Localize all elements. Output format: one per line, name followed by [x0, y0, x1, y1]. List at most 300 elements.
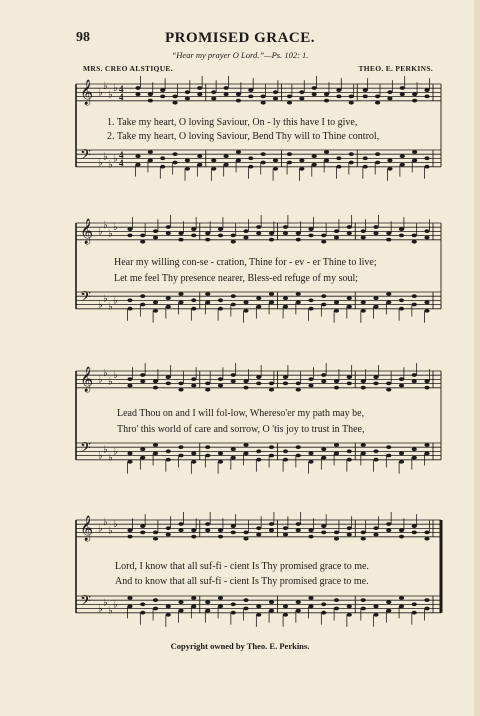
system4-notehead [140, 611, 145, 615]
system3-notehead [231, 447, 236, 451]
system1-notehead [324, 159, 329, 163]
system3-notehead [296, 454, 301, 458]
system4-notehead [373, 533, 378, 537]
system2-key-flat: ♭ [98, 226, 103, 238]
system4-notehead [347, 526, 352, 530]
system2-notehead [218, 227, 223, 231]
system2-notehead [334, 309, 339, 313]
system4-notehead [296, 600, 301, 604]
system4-key-flat: ♭ [108, 605, 113, 617]
system1-notehead [172, 152, 177, 156]
system4-notehead [296, 609, 301, 613]
system3-notehead [283, 382, 288, 386]
system4-notehead [424, 598, 429, 602]
system3-notehead [153, 452, 158, 456]
system4-notehead [373, 613, 378, 617]
system3-notehead [361, 443, 366, 447]
system3-notehead [347, 375, 352, 379]
composer-credit: THEO. E. PERKINS. [358, 64, 433, 73]
system2-notehead [231, 234, 236, 238]
system4-notehead [256, 526, 261, 530]
system4-notehead [412, 524, 417, 528]
system1-notehead [197, 163, 202, 167]
system2-key-flat: ♭ [113, 295, 118, 307]
system2-key-flat: ♭ [113, 222, 118, 234]
system2-notehead [243, 229, 248, 233]
system2-notehead [296, 238, 301, 242]
system4-key-flat: ♭ [98, 603, 103, 615]
system1-notehead [312, 92, 317, 96]
system1-notehead [273, 159, 278, 163]
system4-notehead [424, 531, 429, 535]
system1-notehead [224, 163, 229, 167]
system2-notehead [127, 298, 132, 302]
system4-notehead [243, 531, 248, 535]
system2-notehead [308, 234, 313, 238]
system3-notehead [399, 377, 404, 381]
system2-notehead [412, 234, 417, 238]
copyright-notice: Copyright owned by Theo. E. Perkins. [170, 641, 310, 651]
system4-notehead [191, 528, 196, 532]
system4-notehead [386, 609, 391, 613]
system3-notehead [386, 454, 391, 458]
system2-notehead [361, 229, 366, 233]
system2-notehead [361, 236, 366, 240]
system3-key-flat: ♭ [113, 370, 118, 382]
system3-notehead [412, 379, 417, 383]
system1-notehead [172, 95, 177, 99]
system4-notehead [296, 528, 301, 532]
system4-notehead [127, 596, 132, 600]
system3-notehead [373, 458, 378, 462]
system3-notehead [205, 445, 210, 449]
system2-notehead [191, 234, 196, 238]
system4-notehead [308, 535, 313, 539]
system1-notehead [135, 92, 140, 96]
system1-notehead [349, 161, 354, 165]
system2-notehead [231, 240, 236, 244]
system3-key-flat: ♭ [108, 376, 113, 388]
system1-notehead [287, 95, 292, 99]
system2-notehead [218, 307, 223, 311]
system1-notehead [387, 97, 392, 101]
system1-notehead [160, 156, 165, 160]
system3-notehead [231, 373, 236, 377]
system4-notehead [334, 607, 339, 611]
system1-notehead [185, 167, 190, 171]
system1-notehead [224, 154, 229, 158]
system2-notehead [218, 234, 223, 238]
system1-notehead [336, 95, 341, 99]
system4-notehead [269, 528, 274, 532]
system4-notehead [347, 533, 352, 537]
system2-notehead [191, 227, 196, 231]
system4-notehead [269, 609, 274, 613]
system1-notehead [236, 92, 241, 96]
system1-notehead [148, 150, 153, 154]
system3-notehead [334, 386, 339, 390]
system2-notehead [412, 303, 417, 307]
system1-key-flat: ♭ [108, 89, 113, 101]
system2-notehead [347, 225, 352, 229]
system4-notehead [205, 522, 210, 526]
system3-notehead [308, 452, 313, 456]
system1-notehead [375, 95, 380, 99]
system4-notehead [361, 598, 366, 602]
system4-notehead [386, 528, 391, 532]
system2-notehead [321, 234, 326, 238]
system4-notehead [283, 613, 288, 617]
system2-notehead [399, 227, 404, 231]
system4-notehead [334, 598, 339, 602]
system4-notehead [191, 535, 196, 539]
system2-notehead [256, 296, 261, 300]
system2-notehead [269, 301, 274, 305]
system1-notehead [197, 86, 202, 90]
system1-notehead [160, 95, 165, 99]
system3-notehead [127, 452, 132, 456]
scripture-epigraph: “Hear my prayer O Lord.”—Ps. 102: 1. [171, 50, 309, 60]
system3-notehead [321, 373, 326, 377]
system1-notehead [273, 97, 278, 101]
system3-notehead [283, 375, 288, 379]
system1-notehead [299, 97, 304, 101]
system3-notehead [321, 447, 326, 451]
system4-notehead [361, 531, 366, 535]
system4-notehead [140, 602, 145, 606]
system2-notehead [256, 231, 261, 235]
system1-notehead [349, 101, 354, 105]
system1-notehead [312, 163, 317, 167]
system3-notehead [424, 379, 429, 383]
system2-notehead [205, 292, 210, 296]
system4-notehead [373, 526, 378, 530]
system4-notehead [283, 605, 288, 609]
system2-notehead [386, 231, 391, 235]
system3-notehead [386, 382, 391, 386]
system1-notehead [224, 92, 229, 96]
system4-notehead [283, 533, 288, 537]
system3-notehead [347, 449, 352, 453]
system1-notehead [363, 88, 368, 92]
lyricist-credit: MRS. CREO ALSTIQUE. [83, 64, 173, 73]
system4-notehead [191, 596, 196, 600]
system1-notehead [211, 97, 216, 101]
system4-notehead [127, 535, 132, 539]
system1-key-flat: ♭ [113, 83, 118, 95]
system2-notehead [386, 238, 391, 242]
system3-notehead [321, 456, 326, 460]
system1-notehead [248, 156, 253, 160]
system3-treble-clef: 𝄞 [80, 367, 94, 392]
system1-notehead [197, 154, 202, 158]
system3-notehead [127, 384, 132, 388]
system1-notehead [160, 88, 165, 92]
system4-notehead [283, 526, 288, 530]
system3-notehead [243, 379, 248, 383]
system2-key-flat: ♭ [98, 299, 103, 311]
system1-time-signature: 4 [119, 149, 124, 160]
system2-notehead [334, 301, 339, 305]
system3-notehead [321, 379, 326, 383]
system3-notehead [256, 458, 261, 462]
system3-notehead [191, 377, 196, 381]
system4-notehead [127, 528, 132, 532]
system3-notehead [218, 460, 223, 464]
system3-notehead [412, 373, 417, 377]
system1-notehead [248, 165, 253, 169]
system3-notehead [308, 384, 313, 388]
system1-notehead [172, 161, 177, 165]
system1-bass-clef: 𝄢 [80, 147, 91, 167]
system1-notehead [387, 159, 392, 163]
system3-notehead [178, 388, 183, 392]
system1-notehead [336, 88, 341, 92]
system4-notehead [243, 598, 248, 602]
system1-notehead [412, 99, 417, 103]
system3-key-flat: ♭ [103, 368, 108, 380]
system3-notehead [205, 388, 210, 392]
system2-notehead [373, 225, 378, 229]
system2-notehead [308, 298, 313, 302]
system1-notehead [287, 152, 292, 156]
lyric-system1-verse2: 2. Take my heart, O loving Saviour, Bend Thy will to Thine control, [107, 131, 380, 142]
system1-notehead [400, 86, 405, 90]
lyric-system1-verse1: 1. Take my heart, O loving Saviour, On - ly this have I to give, [107, 117, 358, 128]
system4-notehead [308, 596, 313, 600]
system1-notehead [273, 90, 278, 94]
system3-bass-clef: 𝄢 [80, 440, 91, 460]
system2-notehead [373, 231, 378, 235]
system4-notehead [386, 600, 391, 604]
system1-notehead [336, 165, 341, 169]
system4-key-flat: ♭ [108, 525, 113, 537]
system2-notehead [243, 236, 248, 240]
system1-notehead [185, 90, 190, 94]
system2-notehead [153, 301, 158, 305]
system4-notehead [231, 611, 236, 615]
system3-notehead [386, 445, 391, 449]
system4-notehead [424, 537, 429, 541]
system3-notehead [386, 388, 391, 392]
system4-notehead [231, 602, 236, 606]
system1-notehead [160, 165, 165, 169]
system3-notehead [373, 382, 378, 386]
system1-notehead [185, 159, 190, 163]
system2-notehead [283, 231, 288, 235]
system1-notehead [375, 101, 380, 105]
system3-notehead [347, 458, 352, 462]
system1-key-flat: ♭ [98, 87, 103, 99]
system2-notehead [127, 234, 132, 238]
system4-notehead [347, 613, 352, 617]
system4-notehead [205, 528, 210, 532]
system3-notehead [166, 382, 171, 386]
system3-notehead [296, 382, 301, 386]
system3-notehead [166, 458, 171, 462]
system2-notehead [412, 240, 417, 244]
system2-notehead [127, 307, 132, 311]
system1-key-flat: ♭ [108, 159, 113, 171]
system4-notehead [140, 524, 145, 528]
system1-notehead [400, 163, 405, 167]
system4-notehead [308, 528, 313, 532]
system3-notehead [283, 458, 288, 462]
system2-notehead [347, 296, 352, 300]
system3-notehead [283, 449, 288, 453]
system3-notehead [269, 382, 274, 386]
system3-notehead [373, 375, 378, 379]
system1-notehead [412, 92, 417, 96]
system3-notehead [424, 443, 429, 447]
system2-notehead [424, 229, 429, 233]
system3-notehead [243, 443, 248, 447]
system4-notehead [334, 531, 339, 535]
system2-notehead [140, 240, 145, 244]
system2-bass-clef: 𝄢 [80, 289, 91, 309]
system3-notehead [399, 460, 404, 464]
system1-notehead [349, 95, 354, 99]
system4-key-flat: ♭ [113, 599, 118, 611]
system1-notehead [363, 95, 368, 99]
system2-notehead [191, 298, 196, 302]
system4-treble-clef: 𝄞 [80, 516, 94, 541]
system2-notehead [140, 303, 145, 307]
system2-notehead [283, 296, 288, 300]
system2-notehead [296, 231, 301, 235]
system1-notehead [387, 167, 392, 171]
system1-notehead [387, 90, 392, 94]
system2-notehead [256, 225, 261, 229]
system1-notehead [185, 97, 190, 101]
system4-notehead [256, 605, 261, 609]
system1-notehead [211, 159, 216, 163]
system2-notehead [386, 301, 391, 305]
system4-notehead [191, 605, 196, 609]
system3-notehead [218, 452, 223, 456]
system4-notehead [412, 602, 417, 606]
system3-notehead [347, 382, 352, 386]
system1-notehead [299, 159, 304, 163]
system4-notehead [321, 602, 326, 606]
system3-notehead [191, 384, 196, 388]
system2-notehead [308, 307, 313, 311]
system4-notehead [399, 605, 404, 609]
system3-notehead [140, 379, 145, 383]
system4-notehead [166, 605, 171, 609]
system1-notehead [299, 167, 304, 171]
system2-notehead [412, 294, 417, 298]
system3-notehead [424, 452, 429, 456]
system4-notehead [412, 531, 417, 535]
system4-notehead [166, 526, 171, 530]
system1-notehead [261, 95, 266, 99]
system1-notehead [424, 88, 429, 92]
system1-treble-clef: 𝄞 [80, 80, 94, 105]
system1-notehead [197, 92, 202, 96]
system2-notehead [153, 229, 158, 233]
system3-notehead [334, 443, 339, 447]
system2-notehead [166, 225, 171, 229]
system2-notehead [399, 298, 404, 302]
system2-notehead [243, 309, 248, 313]
system1-notehead [261, 152, 266, 156]
system2-notehead [205, 231, 210, 235]
system4-notehead [373, 605, 378, 609]
system4-key-flat: ♭ [103, 597, 108, 609]
system1-notehead [261, 101, 266, 105]
system3-notehead [191, 460, 196, 464]
system4-notehead [218, 535, 223, 539]
system3-notehead [308, 460, 313, 464]
system3-notehead [178, 454, 183, 458]
system4-notehead [178, 600, 183, 604]
system1-notehead [135, 163, 140, 167]
system2-notehead [231, 294, 236, 298]
system4-notehead [231, 524, 236, 528]
system3-notehead [205, 454, 210, 458]
system3-notehead [140, 456, 145, 460]
lyric-system4-verse1: Lord, I know that all suf-fi - cient Is Thy promised grace to me. [115, 561, 369, 572]
system1-notehead [172, 101, 177, 105]
system1-notehead [148, 92, 153, 96]
system4-notehead [205, 600, 210, 604]
system4-notehead [178, 609, 183, 613]
system4-notehead [256, 533, 261, 537]
system4-notehead [347, 605, 352, 609]
system3-notehead [296, 388, 301, 392]
system3-notehead [153, 379, 158, 383]
system1-notehead [324, 99, 329, 103]
system3-notehead [269, 388, 274, 392]
system3-notehead [424, 386, 429, 390]
system3-notehead [361, 379, 366, 383]
system2-notehead [178, 231, 183, 235]
system2-notehead [140, 294, 145, 298]
system2-notehead [153, 236, 158, 240]
system1-key-flat: ♭ [113, 153, 118, 165]
system3-key-flat: ♭ [98, 374, 103, 386]
system1-notehead [148, 159, 153, 163]
system4-notehead [399, 528, 404, 532]
system2-notehead [373, 296, 378, 300]
system3-notehead [399, 384, 404, 388]
system1-notehead [312, 154, 317, 158]
system4-key-flat: ♭ [98, 523, 103, 535]
system2-notehead [321, 240, 326, 244]
system1-notehead [236, 150, 241, 154]
system1-notehead [211, 167, 216, 171]
system2-notehead [347, 231, 352, 235]
system2-notehead [296, 301, 301, 305]
system2-notehead [321, 294, 326, 298]
system4-notehead [424, 607, 429, 611]
system2-notehead [424, 301, 429, 305]
system1-notehead [412, 150, 417, 154]
system2-notehead [424, 309, 429, 313]
system4-notehead [166, 533, 171, 537]
system4-notehead [218, 605, 223, 609]
system2-notehead [283, 305, 288, 309]
system1-notehead [135, 154, 140, 158]
system1-notehead [248, 88, 253, 92]
system2-notehead [424, 236, 429, 240]
system2-notehead [127, 227, 132, 231]
system4-key-flat: ♭ [113, 519, 118, 531]
system2-notehead [166, 296, 171, 300]
system2-key-flat: ♭ [103, 293, 108, 305]
system3-notehead [218, 384, 223, 388]
